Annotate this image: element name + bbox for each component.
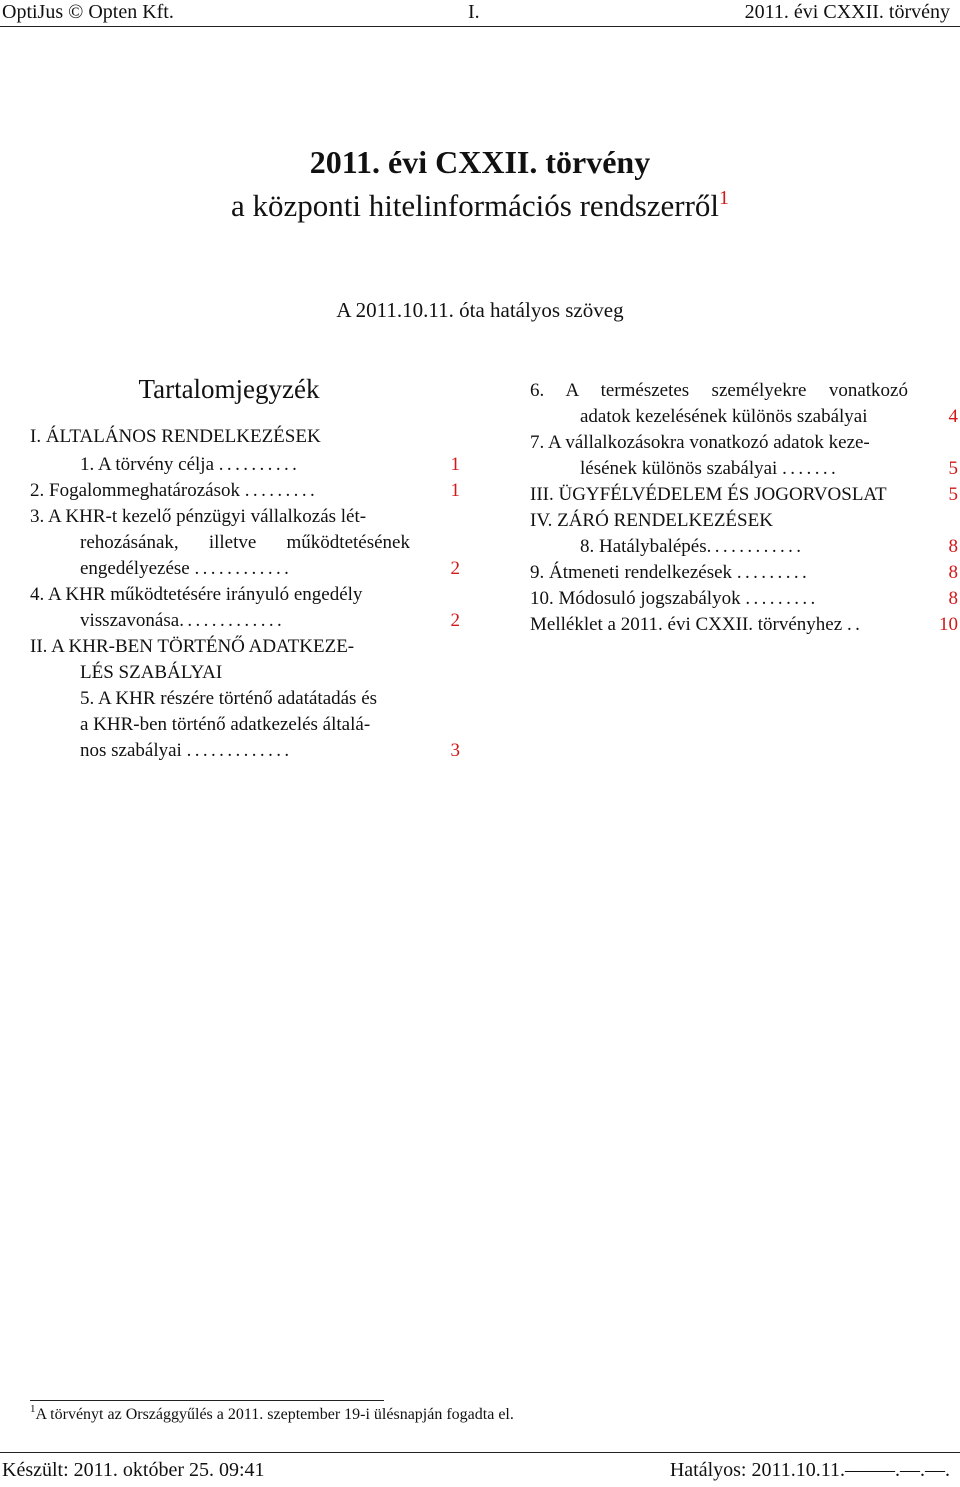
- footnote-text: A törvényt az Országgyűlés a 2011. szeptember 19-i ülésnapján fogadta el.: [35, 1406, 514, 1423]
- header-law-title: 2011. évi CXXII. törvény: [744, 1, 950, 23]
- toc-entry-line: 7. A vállalkozásokra vonatkozó adatok keze-: [530, 432, 870, 453]
- toc-entry-line: [580, 456, 958, 482]
- toc-entry-line: [580, 534, 958, 560]
- effective-status: A 2011.10.11. óta hatályos szöveg: [336, 298, 624, 322]
- toc-part-label: LÉS SZABÁLYAI: [80, 662, 223, 683]
- toc-entry-line: rehozásának, illetve működtetésének: [80, 532, 410, 553]
- toc-entry-text: 2. Fogalommeghatározások: [30, 480, 241, 501]
- footnote-mark: 1: [30, 1403, 36, 1415]
- toc-page-link[interactable]: 1: [450, 480, 460, 501]
- toc-page-link[interactable]: 8: [948, 536, 958, 557]
- toc-entry-line: [80, 738, 460, 764]
- toc-page-link[interactable]: 3: [450, 740, 460, 761]
- toc-entry-text: 8. Hatálybalépés: [580, 536, 707, 557]
- toc-leader-dots: ..: [846, 614, 864, 635]
- header-publisher: OptiJus © Opten Kft.: [2, 1, 174, 23]
- toc-page-link[interactable]: 2: [450, 558, 460, 579]
- footnote: [30, 1404, 514, 1426]
- toc-entry-text: 1. A törvény célja: [80, 454, 215, 475]
- toc-part-label: II. A KHR-BEN TÖRTÉNŐ ADATKEZE-: [30, 636, 355, 657]
- toc-entry-line: [80, 608, 460, 634]
- toc-entry-line: [530, 612, 958, 638]
- footnote-divider: [30, 1400, 384, 1401]
- running-header: [0, 0, 960, 27]
- toc-entry-line: a KHR-ben történő adatkezelés általá-: [80, 714, 371, 735]
- toc-leader-dots: .............: [179, 610, 286, 631]
- header-part-number: I.: [468, 1, 480, 23]
- toc-entry-line: 3. A KHR-t kezelő pénzügyi vállalkozás lét-: [30, 506, 367, 527]
- toc-entry-text: visszavonása: [80, 610, 180, 631]
- toc-leader-dots: .........: [745, 588, 819, 609]
- toc-page-link[interactable]: 10: [939, 614, 958, 635]
- toc-entry-text: 9. Átmeneti rendelkezések: [530, 562, 733, 583]
- toc-leader-dots: ............: [194, 558, 293, 579]
- toc-entry-line: adatok kezelésének különös szabályai: [580, 406, 868, 427]
- toc-heading: Tartalomjegyzék: [138, 374, 320, 404]
- toc-entry-text: lésének különös szabályai: [580, 458, 778, 479]
- footnote-link[interactable]: 1: [719, 187, 730, 209]
- toc-leader-dots: ..........: [218, 454, 301, 475]
- toc-entry-line: [530, 560, 958, 586]
- toc-entry-text: nos szabályai: [80, 740, 182, 761]
- toc-page-link[interactable]: 5: [948, 458, 958, 479]
- toc-entry-text: 10. Módosuló jogszabályok: [530, 588, 741, 609]
- toc-page-link[interactable]: 1: [450, 454, 460, 475]
- footer-effective-range: Hatályos: 2011.10.11.–––––.––.––.: [669, 1459, 950, 1481]
- toc-entry-line: [80, 556, 460, 582]
- toc-leader-dots: .........: [736, 562, 811, 583]
- document-title: 2011. évi CXXII. törvény: [309, 144, 651, 180]
- toc-entry-line: [80, 452, 460, 478]
- document-subtitle: [0, 186, 960, 226]
- toc-entry-line: [530, 586, 958, 612]
- toc-entry-text: engedélyezése: [80, 558, 190, 579]
- toc-entry-line: 5. A KHR részére történő adatátadás és: [80, 688, 378, 709]
- toc-leader-dots: ............: [706, 536, 805, 557]
- toc-page-link[interactable]: 4: [948, 406, 958, 427]
- toc-entry-line: [30, 478, 460, 504]
- toc-entry-line: 4. A KHR működtetésére irányuló engedély: [30, 584, 363, 605]
- toc-leader-dots: .......: [782, 458, 840, 479]
- toc-leader-dots: .........: [244, 480, 319, 501]
- toc-page-link[interactable]: 5: [948, 484, 958, 505]
- toc-part-label: III. ÜGYFÉLVÉDELEM ÉS JOGORVOSLAT: [530, 484, 887, 505]
- toc-entry-line: 6. A természetes személyekre vonatkozó: [530, 380, 908, 401]
- document-subtitle-text: a központi hitelinformációs rendszerről: [230, 188, 720, 223]
- running-footer: [0, 1452, 960, 1485]
- footer-generated-date: Készült: 2011. október 25. 09:41: [2, 1459, 265, 1481]
- toc-part-label: I. ÁLTALÁNOS RENDELKEZÉSEK: [30, 426, 321, 447]
- toc-leader-dots: .............: [186, 740, 293, 761]
- toc-part-label: IV. ZÁRÓ RENDELKEZÉSEK: [530, 510, 773, 531]
- toc-entry-text: Melléklet a 2011. évi CXXII. törvényhez: [530, 614, 843, 635]
- toc-page-link[interactable]: 8: [948, 588, 958, 609]
- toc-page-link[interactable]: 8: [948, 562, 958, 583]
- toc-page-link[interactable]: 2: [450, 610, 460, 631]
